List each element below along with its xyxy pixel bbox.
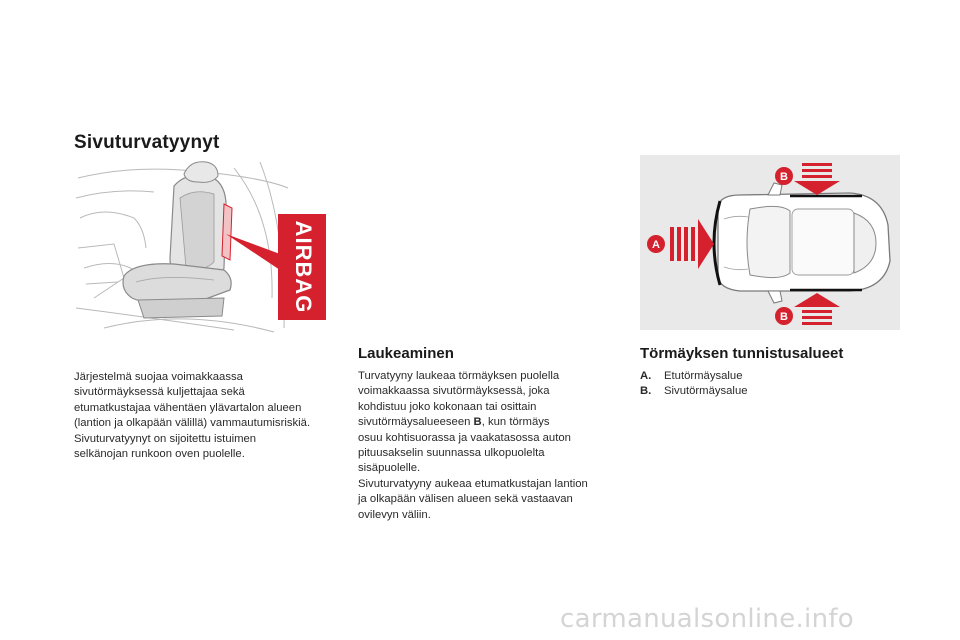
deployment-heading: Laukeaminen: [358, 345, 454, 362]
zone-item-b: [640, 384, 900, 399]
page-title: Sivuturvatyynyt: [74, 132, 220, 153]
zone-b-reference: B: [473, 416, 482, 429]
detection-zones-heading: Törmäyksen tunnistusalueet: [640, 345, 844, 362]
detection-zones-list: [640, 369, 900, 400]
seat-airbag-illustration: [74, 158, 326, 334]
deployment-paragraph: [358, 369, 628, 523]
zone-key: A.: [640, 370, 652, 382]
intro-paragraph: Järjestelmä suojaa voimakkaassa sivutörmäyksessä kuljettajaa sekä etumatkustajaa vähentäen ylävartalon alueen (lantion ja olkapään välillä) vammautumisriskiä. Sivuturvatyynyt on sijoitettu istuimen selkänojan runkoon oven puolelle.: [74, 371, 311, 461]
zone-key: B.: [640, 385, 652, 398]
airbag-label: AIRBAG: [291, 220, 317, 314]
marker-a: A: [652, 238, 660, 251]
watermark: carmanualsonline.info: [560, 604, 855, 634]
car-top-view-illustration: [640, 155, 900, 330]
marker-b-top: B: [780, 170, 788, 183]
deployment-text-part2: , kun törmäys osuu kohtisuorassa ja vaakatasossa auton pituusakselin suunnassa ulkopuolelta sisäpuolelle. Sivuturvatyyny aukeaa etumatkustajan lantion ja olkapään välisen alueen sekä vastaavan ovilevyn väliin.: [358, 416, 588, 521]
zone-label: Sivutörmäysalue: [664, 385, 748, 398]
marker-b-bottom: B: [780, 310, 788, 323]
zone-label: Etutörmäysalue: [664, 370, 743, 382]
deployment-text-part1: Turvatyyny laukeaa törmäyksen puolella voimakkaassa sivutörmäyksessä, joka kohdistuu joko kokonaan tai osittain sivutörmäysalueeseen: [358, 370, 560, 429]
zone-item-a: [640, 369, 900, 384]
